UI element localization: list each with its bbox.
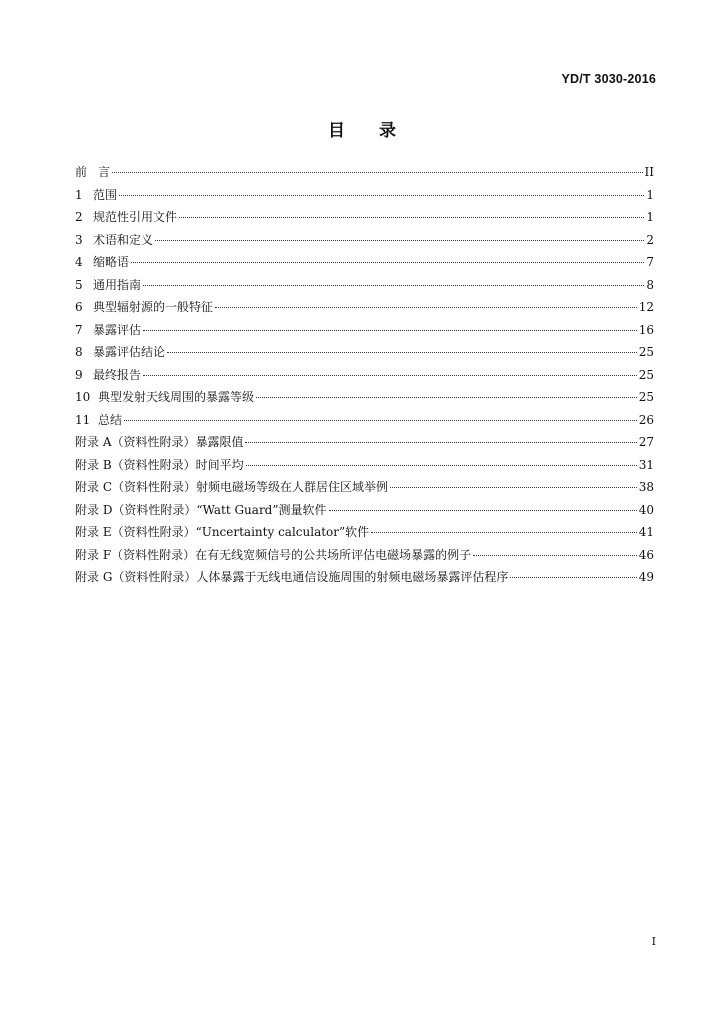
dot-leader: [246, 465, 637, 466]
toc-entry-10[interactable]: [75, 386, 654, 409]
toc-entry-page: 27: [638, 435, 654, 449]
toc-entry-title: 附录 D（资料性附录）“Watt Guard”测量软件: [75, 502, 327, 517]
toc-entry-page: 46: [638, 547, 654, 562]
toc-entry-page: 1: [646, 187, 654, 202]
toc-title-char-2: 录: [379, 121, 396, 141]
table-of-contents: [75, 161, 654, 589]
toc-entry-number: 2: [75, 210, 83, 224]
toc-entry-page: 26: [638, 412, 654, 427]
dot-leader: [329, 510, 637, 511]
toc-entry-page: 16: [638, 322, 654, 337]
toc-entry-annex-c[interactable]: [75, 476, 654, 499]
standard-code: YD/T 3030-2016: [561, 72, 656, 86]
toc-entry-title: 最终报告: [93, 367, 142, 382]
toc-entry-4[interactable]: [75, 251, 654, 274]
dot-leader: [390, 487, 637, 488]
toc-entry-title: 附录 C（资料性附录）射频电磁场等级在人群居住区域举例: [75, 480, 388, 494]
toc-entry-title: 言: [98, 165, 111, 179]
toc-entry-number: 7: [75, 322, 83, 337]
toc-entry-annex-f[interactable]: [75, 544, 654, 567]
toc-entry-page: 41: [638, 525, 654, 539]
dot-leader: [143, 375, 637, 376]
dot-leader: [215, 307, 637, 308]
toc-entry-3[interactable]: [75, 229, 654, 252]
dot-leader: [143, 330, 637, 331]
toc-entry-title: 暴露评估: [93, 322, 142, 337]
toc-entry-number: 1: [75, 187, 83, 202]
dot-leader: [155, 240, 644, 241]
toc-entry-number: 3: [75, 232, 83, 247]
toc-entry-number: 11: [75, 412, 91, 427]
toc-entry-number: 5: [75, 277, 83, 292]
toc-entry-annex-g[interactable]: [75, 566, 654, 589]
toc-entry-page: 49: [638, 570, 654, 584]
toc-entry-number: 8: [75, 345, 83, 359]
dot-leader: [510, 577, 636, 578]
toc-entry-5[interactable]: [75, 274, 654, 297]
toc-entry-page: 40: [638, 502, 654, 517]
dot-leader: [256, 397, 637, 398]
toc-entry-7[interactable]: [75, 319, 654, 342]
toc-entry-annex-e[interactable]: [75, 521, 654, 544]
toc-entry-title: 暴露评估结论: [93, 345, 166, 359]
toc-entry-11[interactable]: [75, 409, 654, 432]
page-number: I: [651, 935, 656, 948]
toc-entry-page: 12: [638, 300, 654, 314]
toc-entry-page: 25: [638, 345, 654, 359]
toc-entry-title: 缩略语: [93, 255, 130, 269]
toc-entry-title: 范围: [93, 187, 118, 202]
toc-entry-number: 10: [75, 390, 91, 404]
toc-entry-title: 规范性引用文件: [93, 210, 178, 224]
toc-entry-title: 术语和定义: [93, 232, 154, 247]
toc-entry-title: 附录 A（资料性附录）暴露限值: [75, 435, 244, 449]
dot-leader: [371, 532, 637, 533]
toc-entry-title: 附录 F（资料性附录）在有无线宽频信号的公共场所评估电磁场暴露的例子: [75, 547, 472, 562]
dot-leader: [112, 172, 643, 173]
toc-entry-page: 38: [638, 480, 654, 494]
toc-title: [0, 116, 724, 141]
toc-entry-page: 1: [646, 210, 654, 224]
toc-entry-annex-a[interactable]: [75, 431, 654, 454]
toc-entry-page: 25: [638, 367, 654, 382]
toc-entry-title: 附录 G（资料性附录）人体暴露于无线电通信设施周围的射频电磁场暴露评估程序: [75, 570, 509, 584]
dot-leader: [167, 352, 637, 353]
toc-entry-page: 31: [638, 457, 654, 472]
toc-entry-number: 4: [75, 255, 83, 269]
toc-entry-page: II: [644, 165, 654, 179]
toc-entry-annex-b[interactable]: [75, 454, 654, 477]
toc-entry-foreword[interactable]: [75, 161, 654, 184]
toc-title-char-1: 目: [328, 121, 345, 141]
dot-leader: [131, 262, 644, 263]
toc-entry-title: 附录 E（资料性附录）“Uncertainty calculator”软件: [75, 525, 370, 539]
dot-leader: [119, 195, 644, 196]
toc-entry-2[interactable]: [75, 206, 654, 229]
toc-entry-annex-d[interactable]: [75, 499, 654, 522]
toc-entry-page: 7: [646, 255, 654, 269]
toc-entry-page: 25: [638, 390, 654, 404]
dot-leader: [473, 555, 637, 556]
toc-entry-page: 2: [646, 232, 654, 247]
toc-entry-title: 典型发射天线周围的暴露等级: [98, 390, 255, 404]
toc-entry-8[interactable]: [75, 341, 654, 364]
dot-leader: [179, 217, 644, 218]
dot-leader: [124, 420, 637, 421]
dot-leader: [245, 442, 636, 443]
toc-entry-9[interactable]: [75, 364, 654, 387]
toc-entry-title: 总结: [98, 412, 123, 427]
toc-entry-number: 6: [75, 300, 83, 314]
dot-leader: [143, 285, 644, 286]
toc-entry-number: 前: [75, 165, 88, 179]
toc-entry-title: 附录 B（资料性附录）时间平均: [75, 457, 244, 472]
toc-entry-title: 典型辐射源的一般特征: [93, 300, 214, 314]
toc-entry-page: 8: [646, 277, 654, 292]
toc-entry-number: 9: [75, 367, 83, 382]
toc-entry-1[interactable]: [75, 184, 654, 207]
toc-entry-6[interactable]: [75, 296, 654, 319]
toc-entry-title: 通用指南: [93, 277, 142, 292]
